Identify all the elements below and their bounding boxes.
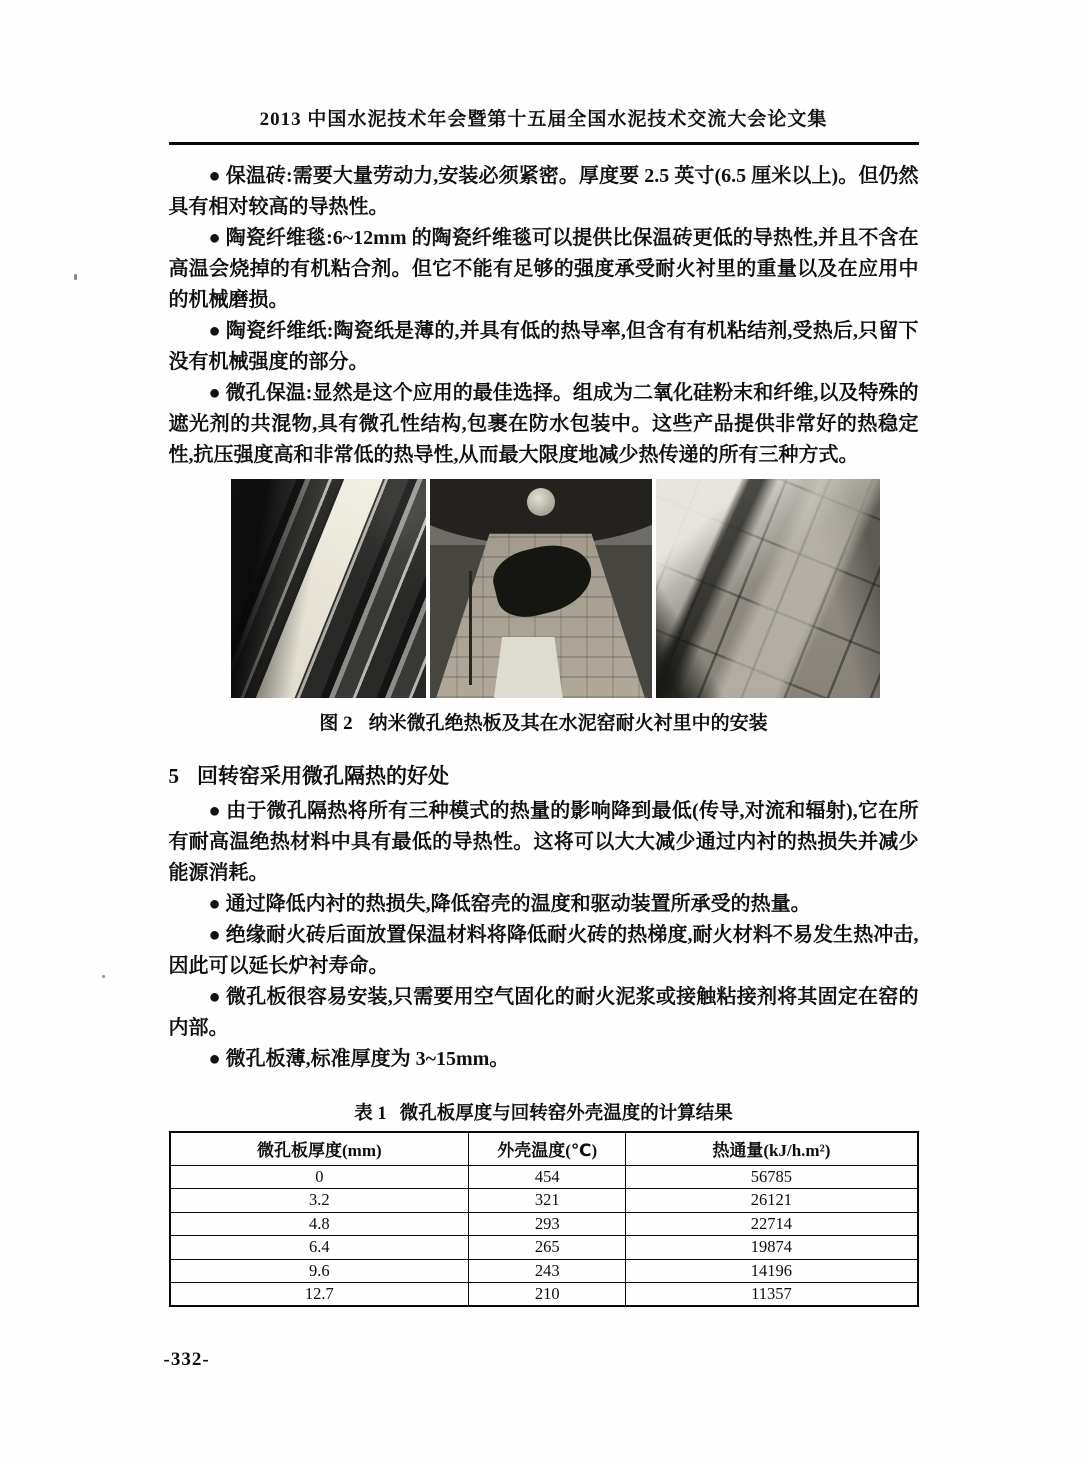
table-cell: 0 [170, 1165, 469, 1189]
bullet-paragraph-microporous-insulation: ● 微孔保温:显然是这个应用的最佳选择。组成为二氧化硅粉末和纤维,以及特殊的遮光剂的共混物,具有微孔性结构,包裹在防水包装中。这些产品提供非常好的热稳定性,抗压强度高和非常低的热导性,从而最大限度地减少热传递的所有三种方式。 [168, 382, 919, 466]
table-title-text: 微孔板厚度与回转窑外壳温度的计算结果 [399, 1104, 733, 1124]
bullet-paragraph-easy-install: ● 微孔板很容易安装,只需要用空气固化的耐火泥浆或接触粘接剂将其固定在窑的内部。 [168, 986, 919, 1039]
table-row [170, 1189, 918, 1213]
table-cell: 4.8 [170, 1212, 469, 1236]
section-number: 5 [168, 764, 179, 788]
photo-layer [231, 479, 426, 698]
table-header-shell-temp: 外壳温度(℃) [469, 1132, 626, 1165]
bullet-paragraph-ceramic-fiber-blanket: ● 陶瓷纤维毯:6~12mm 的陶瓷纤维毯可以提供比保温砖更低的导热性,并且不含在高温会烧掉的有机粘合剂。但它不能有足够的强度承受耐火衬里的重量以及在应用中的机械磨损。 [168, 227, 919, 311]
table-row [170, 1236, 918, 1260]
figure-caption-label: 图 2 [319, 713, 353, 734]
bullet-paragraph-ceramic-fiber-paper: ● 陶瓷纤维纸:陶瓷纸是薄的,并具有低的热导率,但含有有机粘结剂,受热后,只留下没有机械强度的部分。 [168, 320, 919, 373]
table-cell: 210 [469, 1283, 626, 1307]
figure-2 [169, 479, 919, 735]
table-cell: 22714 [626, 1212, 918, 1236]
section-title: 回转窑采用微孔隔热的好处 [197, 764, 449, 788]
bullet-paragraph-thin-panels: ● 微孔板薄,标准厚度为 3~15mm。 [208, 1048, 510, 1070]
header-title: 2013 中国水泥技术年会暨第十五届全国水泥技术交流大会论文集 [259, 109, 828, 130]
table-cell: 454 [469, 1165, 626, 1189]
figure-caption [169, 708, 919, 735]
table-row [170, 1259, 918, 1283]
benefits-section [169, 796, 919, 1075]
table-title-label: 表 1 [354, 1104, 387, 1124]
scan-speck [102, 975, 105, 978]
photo-brick-lining [656, 479, 880, 698]
photo-layer [469, 571, 472, 685]
intro-section [169, 161, 919, 471]
table-cell: 26121 [626, 1189, 918, 1213]
table-cell: 243 [469, 1259, 626, 1283]
table-cell: 9.6 [170, 1259, 469, 1283]
photo-layer [527, 488, 555, 516]
figure-caption-text: 纳米微孔绝热板及其在水泥窑耐火衬里中的安装 [368, 713, 768, 734]
table-cell: 19874 [626, 1236, 918, 1260]
table-cell: 3.2 [170, 1189, 469, 1213]
table-row [170, 1165, 918, 1189]
photo-microporous-panels [231, 479, 426, 698]
table-cell: 12.7 [170, 1283, 469, 1307]
table-cell: 321 [469, 1189, 626, 1213]
bullet-paragraph-lower-shell-temp: ● 通过降低内衬的热损失,降低窑壳的温度和驱动装置所承受的热量。 [208, 893, 811, 915]
table-title [169, 1099, 919, 1125]
table-row [170, 1283, 918, 1307]
table-1 [169, 1131, 919, 1307]
table-header-heat-flux: 热通量(kJ/h.m²) [626, 1132, 918, 1165]
page-number: -332- [163, 1349, 210, 1370]
section-heading [169, 760, 919, 790]
scan-speck [74, 274, 77, 280]
table-header-thickness: 微孔板厚度(mm) [170, 1132, 469, 1165]
table-header-row [170, 1132, 918, 1165]
table-cell: 293 [469, 1212, 626, 1236]
bullet-paragraph-thermal-gradient: ● 绝缘耐火砖后面放置保温材料将降低耐火砖的热梯度,耐火材料不易发生热冲击,因此可以延长炉衬寿命。 [168, 924, 919, 977]
table-cell: 11357 [626, 1283, 918, 1307]
table-cell: 14196 [626, 1259, 918, 1283]
figure-photo-row [231, 479, 880, 698]
page-header [169, 104, 919, 145]
header-rule [169, 142, 919, 145]
table-row [170, 1212, 918, 1236]
bullet-paragraph-lowest-conductivity: ● 由于微孔隔热将所有三种模式的热量的影响降到最低(传导,对流和辐射),它在所有耐高温绝热材料中具有最低的导热性。这将可以大大减少通过内衬的热损失并减少能源消耗。 [168, 800, 919, 884]
table-cell: 265 [469, 1236, 626, 1260]
table-cell: 6.4 [170, 1236, 469, 1260]
bullet-paragraph-insulating-brick: ● 保温砖:需要大量劳动力,安装必须紧密。厚度要 2.5 英寸(6.5 厘米以上)。但仍然具有相对较高的导热性。 [168, 165, 919, 218]
table-cell: 56785 [626, 1165, 918, 1189]
photo-kiln-interior [430, 479, 652, 698]
